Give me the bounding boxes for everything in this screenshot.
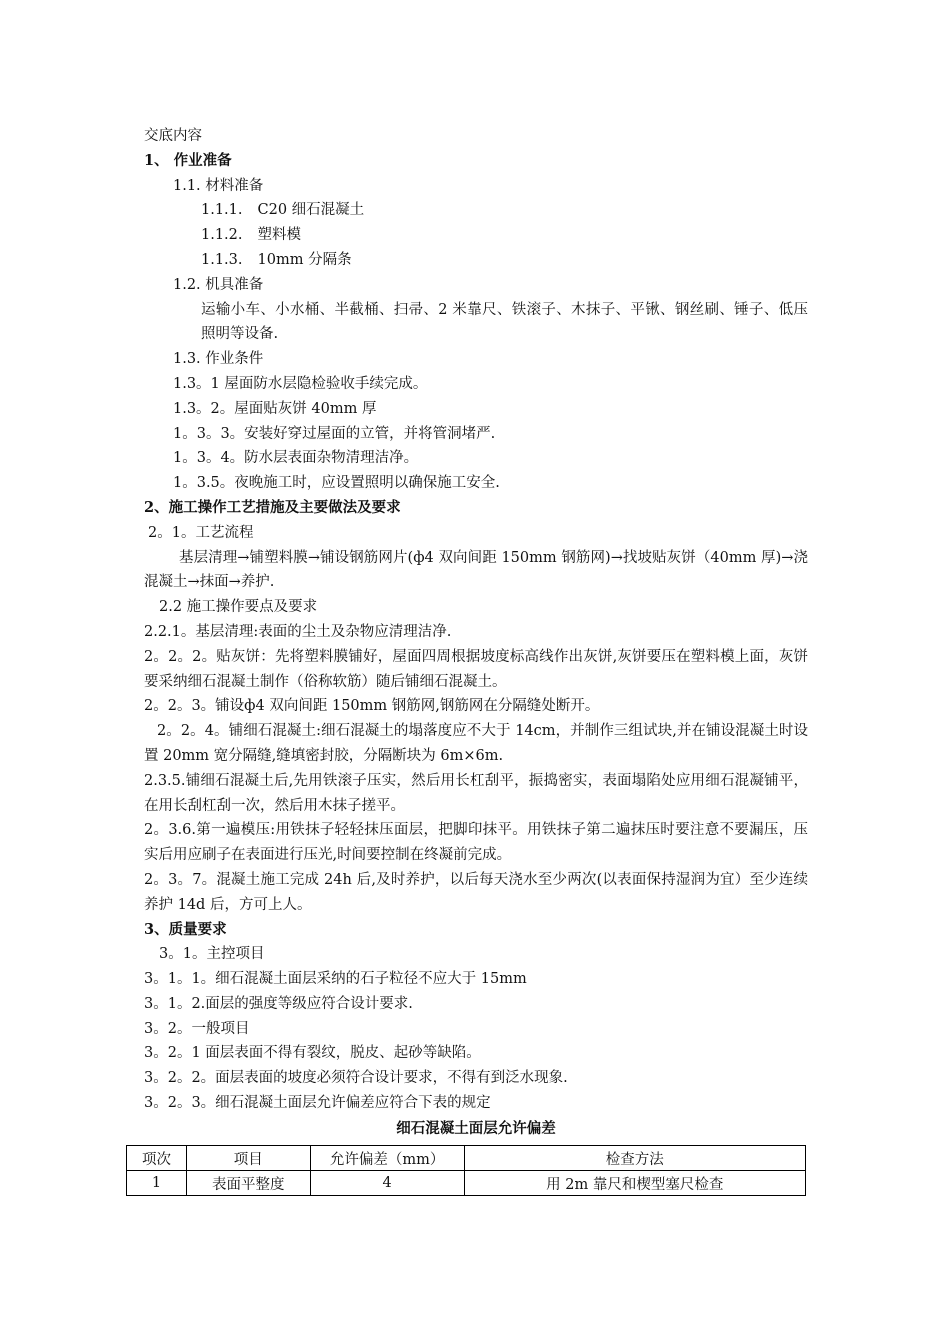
item-2-2-4: 2。2。4。铺细石混凝土:细石混凝土的塌落度应不大于 14cm，并制作三组试块,并在铺设混凝土时设置 20mm 宽分隔缝,缝填密封胶，分隔断块为 6m×6m. <box>144 723 808 764</box>
item-1-3-1: 1.3。1 屋面防水层隐检验收手续完成。 <box>173 375 428 392</box>
item-1-1-2 <box>201 223 808 248</box>
tolerance-table <box>126 1145 806 1196</box>
table-header-cell: 项目 <box>186 1146 310 1171</box>
table-header-cell: 检查方法 <box>464 1146 805 1171</box>
item-3-2-2: 3。2。2。面层表面的坡度必须符合设计要求，不得有到泛水现象. <box>144 1070 568 1087</box>
item-text: 10mm 分隔条 <box>257 251 352 268</box>
subsection-3-2: 3。2。一般项目 <box>144 1020 250 1037</box>
table-cell: 4 <box>310 1171 464 1196</box>
item-3-2-3: 3。2。3。细石混凝土面层允许偏差应符合下表的规定 <box>144 1095 491 1112</box>
table-title: 细石混凝土面层允许偏差 <box>396 1119 556 1137</box>
table-cell: 表面平整度 <box>186 1171 310 1196</box>
table-cell: 1 <box>127 1171 187 1196</box>
item-number: 1.1.1. <box>201 202 243 219</box>
section-3-title: 3、质量要求 <box>144 920 227 938</box>
item-3-2-1: 3。2。1 面层表面不得有裂纹，脱皮、起砂等缺陷。 <box>144 1045 481 1062</box>
item-2-3-5: 2.3.5.铺细石混凝土后,先用铁滚子压实，然后用长杠刮平，振捣密实，表面塌陷处应用细石混凝铺平，在用长刮杠刮一次，然后用木抹子搓平。 <box>144 772 808 814</box>
item-1-1-3 <box>201 248 808 273</box>
subsection-1-2: 1.2. 机具准备 <box>173 276 264 293</box>
item-1-3-2: 1.3。2。屋面贴灰饼 40mm 厚 <box>173 400 377 417</box>
document-heading: 交底内容 <box>144 128 202 144</box>
subsection-2-1: 2。1。工艺流程 <box>148 524 254 541</box>
section-1-title: 1、 作业准备 <box>144 151 232 169</box>
table-cell: 用 2m 靠尺和楔型塞尺检查 <box>464 1171 805 1196</box>
item-number: 1.1.3. <box>201 251 243 268</box>
item-number: 1.1.2. <box>201 227 243 244</box>
item-text: C20 细石混凝土 <box>257 202 365 219</box>
process-flow-paragraph: 基层清理→铺塑料膜→铺设钢筋网片(ф4 双向间距 150mm 钢筋网)→找坡贴灰饼（40mm 厚)→浇混凝土→抹面→养护. <box>144 549 808 591</box>
item-2-3-7: 2。3。7。混凝土施工完成 24h 后,及时养护，以后每天浇水至少两次(以表面保持湿润为宜）至少连续养护 14d 后，方可上人。 <box>144 871 808 913</box>
item-2-2-3: 2。2。3。铺设ф4 双向间距 150mm 钢筋网,钢筋网在分隔缝处断开。 <box>144 698 600 715</box>
item-2-3-6: 2。3.6.第一遍模压:用铁抹子轻轻抹压面层，把脚印抹平。用铁抹子第二遍抹压时要注意不要漏压，压实后用应刷子在表面进行压光,时间要控制在终凝前完成。 <box>144 822 808 864</box>
section-2-title: 2、施工操作工艺措施及主要做法及要求 <box>144 498 401 516</box>
tools-paragraph: 运输小车、小水桶、半截桶、扫帚、2 米靠尺、铁滚子、木抹子、平锹、钢丝刷、锤子、低压照明等设备. <box>201 301 808 343</box>
item-1-3-3: 1。3。3。安装好穿过屋面的立管，并将管洞堵严. <box>173 425 496 442</box>
item-3-1-2: 3。1。2.面层的强度等级应符合设计要求. <box>144 995 413 1012</box>
item-1-3-5: 1。3.5。夜晚施工时，应设置照明以确保施工安全. <box>173 475 500 492</box>
item-text: 塑料模 <box>257 227 302 244</box>
table-header-row <box>127 1146 806 1171</box>
document-body <box>144 124 808 1142</box>
subsection-1-1: 1.1. 材料准备 <box>173 177 264 194</box>
item-2-2-1: 2.2.1。基层清理:表面的尘土及杂物应清理洁净. <box>144 623 452 640</box>
subsection-3-1: 3。1。主控项目 <box>159 946 265 963</box>
item-3-1-1: 3。1。1。细石混凝土面层采纳的石子粒径不应大于 15mm <box>144 971 527 988</box>
subsection-2-2: 2.2 施工操作要点及要求 <box>159 599 318 616</box>
table-header-cell: 项次 <box>127 1146 187 1171</box>
item-1-3-4: 1。3。4。防水层表面杂物清理洁净。 <box>173 450 419 467</box>
table-row <box>127 1171 806 1196</box>
item-2-2-2: 2。2。2。贴灰饼：先将塑料膜铺好，屋面四周根据坡度标高线作出灰饼,灰饼要压在塑料模上面，灰饼要采纳细石混凝土制作（俗称软筋）随后铺细石混凝土。 <box>144 648 808 690</box>
item-1-1-1 <box>201 198 808 223</box>
subsection-1-3: 1.3. 作业条件 <box>173 351 264 368</box>
table-header-cell: 允许偏差（mm） <box>310 1146 464 1171</box>
